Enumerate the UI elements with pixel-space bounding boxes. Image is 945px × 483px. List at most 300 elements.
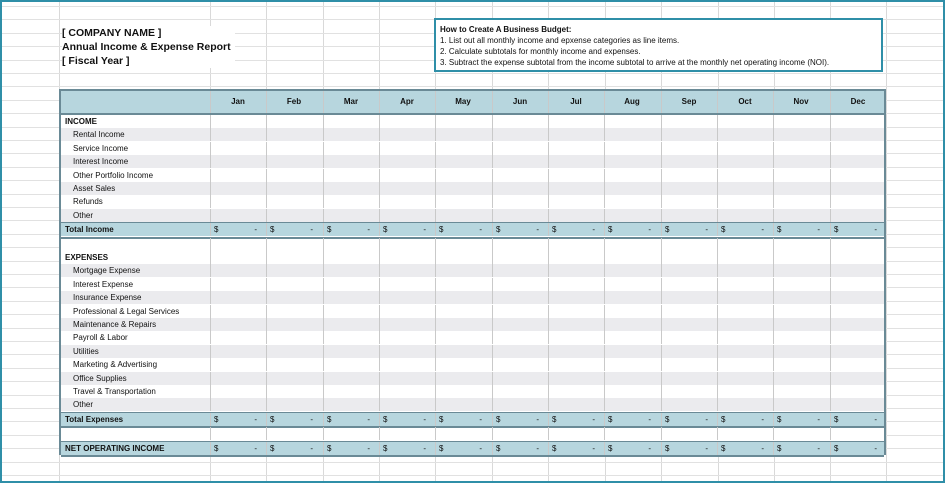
month-header-feb[interactable]: Feb (286, 97, 302, 106)
company-name[interactable]: [ COMPANY NAME ] (62, 27, 162, 39)
month-header-apr[interactable]: Apr (400, 97, 414, 106)
input-cell[interactable] (210, 182, 266, 195)
input-cell[interactable] (435, 182, 491, 195)
input-cell[interactable] (210, 427, 266, 440)
input-cell[interactable] (830, 182, 886, 195)
input-cell[interactable] (210, 195, 266, 208)
input-cell[interactable] (717, 278, 773, 291)
input-cell[interactable] (773, 305, 829, 318)
input-cell[interactable] (548, 372, 604, 385)
input-cell[interactable] (492, 385, 548, 398)
input-cell[interactable] (266, 128, 322, 141)
input-cell[interactable] (661, 142, 717, 155)
input-cell[interactable] (661, 278, 717, 291)
input-cell[interactable] (492, 128, 548, 141)
total-cell[interactable] (773, 223, 829, 236)
input-cell[interactable] (435, 264, 491, 277)
input-cell[interactable] (717, 318, 773, 331)
input-cell[interactable] (661, 238, 717, 251)
input-cell[interactable] (830, 318, 886, 331)
input-cell[interactable] (830, 195, 886, 208)
input-cell[interactable] (323, 209, 379, 222)
input-cell[interactable] (830, 264, 886, 277)
input-cell[interactable] (210, 128, 266, 141)
input-cell[interactable] (379, 155, 435, 168)
input-cell[interactable] (266, 291, 322, 304)
input-cell[interactable] (773, 264, 829, 277)
total-cell[interactable] (379, 223, 435, 236)
input-cell[interactable] (492, 209, 548, 222)
input-cell[interactable] (773, 209, 829, 222)
input-cell[interactable] (323, 345, 379, 358)
input-cell[interactable] (210, 305, 266, 318)
input-cell[interactable] (323, 128, 379, 141)
input-cell[interactable] (379, 358, 435, 371)
input-cell[interactable] (717, 398, 773, 411)
total-cell[interactable] (773, 413, 829, 426)
input-cell[interactable] (661, 345, 717, 358)
input-cell[interactable] (210, 318, 266, 331)
input-cell[interactable] (830, 385, 886, 398)
total-cell[interactable] (604, 413, 660, 426)
month-header-aug[interactable]: Aug (624, 97, 640, 106)
total-cell[interactable] (266, 223, 322, 236)
input-cell[interactable] (323, 238, 379, 251)
input-cell[interactable] (379, 385, 435, 398)
input-cell[interactable] (210, 372, 266, 385)
currency-symbol: $ (270, 414, 275, 424)
input-cell[interactable] (661, 169, 717, 182)
instruction-step-3: 3. Subtract the expense subtotal from the income subtotal to arrive at the monthly net operating income (NOI). (440, 58, 830, 67)
input-cell[interactable] (548, 291, 604, 304)
input-cell[interactable] (548, 278, 604, 291)
month-header-mar[interactable]: Mar (343, 97, 359, 106)
input-cell[interactable] (323, 278, 379, 291)
input-cell[interactable] (661, 427, 717, 440)
input-cell[interactable] (323, 331, 379, 344)
input-cell[interactable] (492, 305, 548, 318)
input-cell[interactable] (210, 331, 266, 344)
input-cell[interactable] (830, 291, 886, 304)
input-cell[interactable] (773, 427, 829, 440)
input-cell[interactable] (773, 398, 829, 411)
input-cell[interactable] (773, 345, 829, 358)
total-cell[interactable] (548, 413, 604, 426)
input-cell[interactable] (717, 195, 773, 208)
input-cell[interactable] (548, 331, 604, 344)
input-cell[interactable] (435, 195, 491, 208)
input-cell[interactable] (717, 305, 773, 318)
input-cell[interactable] (717, 142, 773, 155)
input-cell[interactable] (492, 345, 548, 358)
input-cell[interactable] (323, 182, 379, 195)
input-cell[interactable] (435, 209, 491, 222)
input-cell[interactable] (435, 291, 491, 304)
month-header-jun[interactable]: Jun (512, 97, 528, 106)
input-cell[interactable] (661, 398, 717, 411)
input-cell[interactable] (830, 169, 886, 182)
total-cell[interactable] (661, 442, 717, 455)
input-cell[interactable] (323, 398, 379, 411)
input-cell[interactable] (266, 238, 322, 251)
input-cell[interactable] (323, 142, 379, 155)
input-cell[interactable] (435, 372, 491, 385)
input-cell[interactable] (548, 238, 604, 251)
input-cell[interactable] (661, 182, 717, 195)
input-cell[interactable] (717, 427, 773, 440)
input-cell[interactable] (548, 142, 604, 155)
month-header-jul[interactable]: Jul (570, 97, 582, 106)
input-cell[interactable] (379, 238, 435, 251)
input-cell[interactable] (604, 427, 660, 440)
total-cell[interactable] (492, 442, 548, 455)
input-cell[interactable] (717, 291, 773, 304)
total-cell[interactable] (830, 442, 886, 455)
input-cell[interactable] (661, 358, 717, 371)
total-cell[interactable] (548, 223, 604, 236)
input-cell[interactable] (435, 331, 491, 344)
input-cell[interactable] (435, 318, 491, 331)
input-cell[interactable] (548, 305, 604, 318)
total-cell[interactable] (604, 223, 660, 236)
input-cell[interactable] (773, 278, 829, 291)
report-title[interactable]: Annual Income & Expense Report (62, 41, 231, 53)
input-cell[interactable] (266, 169, 322, 182)
input-cell[interactable] (604, 238, 660, 251)
input-cell[interactable] (379, 318, 435, 331)
total-cell[interactable] (323, 442, 379, 455)
input-cell[interactable] (661, 264, 717, 277)
input-cell[interactable] (548, 427, 604, 440)
total-cell[interactable] (492, 223, 548, 236)
total-cell[interactable] (379, 413, 435, 426)
month-header-sep[interactable]: Sep (681, 97, 697, 106)
input-cell[interactable] (323, 291, 379, 304)
input-cell[interactable] (323, 358, 379, 371)
input-cell[interactable] (548, 398, 604, 411)
input-cell[interactable] (323, 169, 379, 182)
input-cell[interactable] (548, 195, 604, 208)
input-cell[interactable] (548, 209, 604, 222)
input-cell[interactable] (379, 427, 435, 440)
input-cell[interactable] (830, 128, 886, 141)
input-cell[interactable] (323, 372, 379, 385)
input-cell[interactable] (830, 331, 886, 344)
input-cell[interactable] (773, 358, 829, 371)
input-cell[interactable] (266, 195, 322, 208)
input-cell[interactable] (548, 169, 604, 182)
total-cell[interactable] (661, 223, 717, 236)
input-cell[interactable] (210, 278, 266, 291)
input-cell[interactable] (435, 142, 491, 155)
input-cell[interactable] (773, 142, 829, 155)
input-cell[interactable] (661, 372, 717, 385)
input-cell[interactable] (266, 331, 322, 344)
input-cell[interactable] (492, 427, 548, 440)
input-cell[interactable] (210, 169, 266, 182)
total-cell[interactable] (266, 442, 322, 455)
input-cell[interactable] (661, 209, 717, 222)
input-cell[interactable] (266, 278, 322, 291)
total-cell[interactable] (661, 413, 717, 426)
input-cell[interactable] (266, 305, 322, 318)
total-cell[interactable] (717, 442, 773, 455)
input-cell[interactable] (379, 278, 435, 291)
input-cell[interactable] (773, 155, 829, 168)
input-cell[interactable] (773, 182, 829, 195)
input-cell[interactable] (604, 291, 660, 304)
input-cell[interactable] (604, 398, 660, 411)
input-cell[interactable] (492, 155, 548, 168)
input-cell[interactable] (604, 195, 660, 208)
input-cell[interactable] (717, 169, 773, 182)
input-cell[interactable] (379, 209, 435, 222)
input-cell[interactable] (210, 291, 266, 304)
input-cell[interactable] (604, 128, 660, 141)
cell-value: - (705, 443, 708, 453)
total-cell[interactable] (604, 442, 660, 455)
input-cell[interactable] (323, 427, 379, 440)
input-cell[interactable] (773, 331, 829, 344)
input-cell[interactable] (379, 169, 435, 182)
month-header-jan[interactable]: Jan (231, 97, 245, 106)
input-cell[interactable] (604, 264, 660, 277)
input-cell[interactable] (266, 345, 322, 358)
input-cell[interactable] (323, 195, 379, 208)
input-cell[interactable] (435, 278, 491, 291)
input-cell[interactable] (773, 291, 829, 304)
input-cell[interactable] (266, 264, 322, 277)
input-cell[interactable] (717, 345, 773, 358)
total-cell[interactable] (830, 223, 886, 236)
input-cell[interactable] (492, 169, 548, 182)
input-cell[interactable] (604, 278, 660, 291)
input-cell[interactable] (379, 128, 435, 141)
input-cell[interactable] (548, 128, 604, 141)
input-cell[interactable] (492, 238, 548, 251)
input-cell[interactable] (323, 264, 379, 277)
total-cell[interactable] (435, 442, 491, 455)
input-cell[interactable] (830, 372, 886, 385)
input-cell[interactable] (210, 238, 266, 251)
input-cell[interactable] (266, 182, 322, 195)
total-cell[interactable] (717, 413, 773, 426)
input-cell[interactable] (830, 427, 886, 440)
input-cell[interactable] (492, 278, 548, 291)
input-cell[interactable] (435, 385, 491, 398)
input-cell[interactable] (604, 345, 660, 358)
column-divider (830, 251, 831, 264)
input-cell[interactable] (266, 209, 322, 222)
total-cell[interactable] (323, 413, 379, 426)
input-cell[interactable] (773, 318, 829, 331)
input-cell[interactable] (548, 345, 604, 358)
input-cell[interactable] (661, 128, 717, 141)
month-header-nov[interactable]: Nov (793, 97, 809, 106)
input-cell[interactable] (435, 238, 491, 251)
input-cell[interactable] (604, 305, 660, 318)
input-cell[interactable] (717, 182, 773, 195)
input-cell[interactable] (323, 305, 379, 318)
input-cell[interactable] (830, 142, 886, 155)
input-cell[interactable] (435, 358, 491, 371)
input-cell[interactable] (604, 331, 660, 344)
input-cell[interactable] (266, 358, 322, 371)
input-cell[interactable] (604, 142, 660, 155)
input-cell[interactable] (830, 305, 886, 318)
input-cell[interactable] (266, 318, 322, 331)
input-cell[interactable] (435, 427, 491, 440)
input-cell[interactable] (604, 209, 660, 222)
total-cell[interactable] (773, 442, 829, 455)
input-cell[interactable] (830, 278, 886, 291)
input-cell[interactable] (492, 398, 548, 411)
input-cell[interactable] (266, 372, 322, 385)
input-cell[interactable] (379, 345, 435, 358)
total-cell[interactable] (717, 223, 773, 236)
input-cell[interactable] (717, 264, 773, 277)
input-cell[interactable] (379, 195, 435, 208)
input-cell[interactable] (210, 345, 266, 358)
fiscal-year[interactable]: [ Fiscal Year ] (62, 55, 130, 67)
total-cell[interactable] (210, 442, 266, 455)
input-cell[interactable] (379, 182, 435, 195)
input-cell[interactable] (435, 128, 491, 141)
input-cell[interactable] (492, 142, 548, 155)
input-cell[interactable] (773, 169, 829, 182)
input-cell[interactable] (492, 318, 548, 331)
total-cell[interactable] (435, 413, 491, 426)
input-cell[interactable] (210, 155, 266, 168)
input-cell[interactable] (773, 385, 829, 398)
input-cell[interactable] (830, 345, 886, 358)
input-cell[interactable] (266, 385, 322, 398)
input-cell[interactable] (492, 372, 548, 385)
input-cell[interactable] (548, 264, 604, 277)
input-cell[interactable] (492, 291, 548, 304)
input-cell[interactable] (717, 385, 773, 398)
input-cell[interactable] (830, 358, 886, 371)
income-row (61, 169, 884, 182)
input-cell[interactable] (210, 385, 266, 398)
input-cell[interactable] (830, 398, 886, 411)
cell-value: - (761, 225, 764, 235)
input-cell[interactable] (323, 318, 379, 331)
input-cell[interactable] (773, 195, 829, 208)
input-cell[interactable] (379, 305, 435, 318)
input-cell[interactable] (435, 155, 491, 168)
month-header-oct[interactable]: Oct (738, 97, 752, 106)
input-cell[interactable] (717, 331, 773, 344)
input-cell[interactable] (435, 169, 491, 182)
total-cell[interactable] (548, 442, 604, 455)
input-cell[interactable] (548, 358, 604, 371)
column-divider (548, 115, 549, 128)
input-cell[interactable] (604, 155, 660, 168)
total-cell[interactable] (323, 223, 379, 236)
column-divider (210, 115, 211, 128)
input-cell[interactable] (773, 238, 829, 251)
total-cell[interactable] (435, 223, 491, 236)
input-cell[interactable] (604, 169, 660, 182)
input-cell[interactable] (210, 358, 266, 371)
input-cell[interactable] (379, 291, 435, 304)
cell-value: - (254, 443, 257, 453)
input-cell[interactable] (717, 358, 773, 371)
input-cell[interactable] (661, 291, 717, 304)
input-cell[interactable] (435, 305, 491, 318)
input-cell[interactable] (435, 398, 491, 411)
input-cell[interactable] (773, 128, 829, 141)
total-cell[interactable] (830, 413, 886, 426)
input-cell[interactable] (492, 358, 548, 371)
input-cell[interactable] (661, 331, 717, 344)
input-cell[interactable] (492, 331, 548, 344)
input-cell[interactable] (604, 372, 660, 385)
input-cell[interactable] (210, 398, 266, 411)
input-cell[interactable] (266, 155, 322, 168)
total-cell[interactable] (210, 223, 266, 236)
input-cell[interactable] (661, 305, 717, 318)
input-cell[interactable] (604, 318, 660, 331)
input-cell[interactable] (379, 142, 435, 155)
month-header-may[interactable]: May (455, 97, 471, 106)
input-cell[interactable] (661, 385, 717, 398)
input-cell[interactable] (830, 238, 886, 251)
input-cell[interactable] (830, 209, 886, 222)
total-cell[interactable] (266, 413, 322, 426)
input-cell[interactable] (604, 182, 660, 195)
input-cell[interactable] (379, 372, 435, 385)
input-cell[interactable] (492, 264, 548, 277)
input-cell[interactable] (266, 427, 322, 440)
input-cell[interactable] (773, 372, 829, 385)
input-cell[interactable] (323, 385, 379, 398)
total-cell[interactable] (210, 413, 266, 426)
input-cell[interactable] (323, 155, 379, 168)
input-cell[interactable] (717, 155, 773, 168)
total-cell[interactable] (379, 442, 435, 455)
input-cell[interactable] (210, 209, 266, 222)
input-cell[interactable] (604, 385, 660, 398)
input-cell[interactable] (435, 345, 491, 358)
input-cell[interactable] (548, 385, 604, 398)
month-header-dec[interactable]: Dec (850, 97, 866, 106)
input-cell[interactable] (661, 318, 717, 331)
input-cell[interactable] (379, 398, 435, 411)
input-cell[interactable] (379, 264, 435, 277)
input-cell[interactable] (548, 155, 604, 168)
input-cell[interactable] (717, 209, 773, 222)
input-cell[interactable] (210, 264, 266, 277)
input-cell[interactable] (604, 358, 660, 371)
input-cell[interactable] (548, 182, 604, 195)
input-cell[interactable] (266, 398, 322, 411)
input-cell[interactable] (548, 318, 604, 331)
input-cell[interactable] (661, 195, 717, 208)
input-cell[interactable] (492, 182, 548, 195)
input-cell[interactable] (379, 331, 435, 344)
input-cell[interactable] (492, 195, 548, 208)
input-cell[interactable] (210, 142, 266, 155)
total-cell[interactable] (492, 413, 548, 426)
input-cell[interactable] (717, 128, 773, 141)
input-cell[interactable] (661, 155, 717, 168)
input-cell[interactable] (717, 372, 773, 385)
input-cell[interactable] (266, 142, 322, 155)
input-cell[interactable] (830, 155, 886, 168)
input-cell[interactable] (717, 238, 773, 251)
